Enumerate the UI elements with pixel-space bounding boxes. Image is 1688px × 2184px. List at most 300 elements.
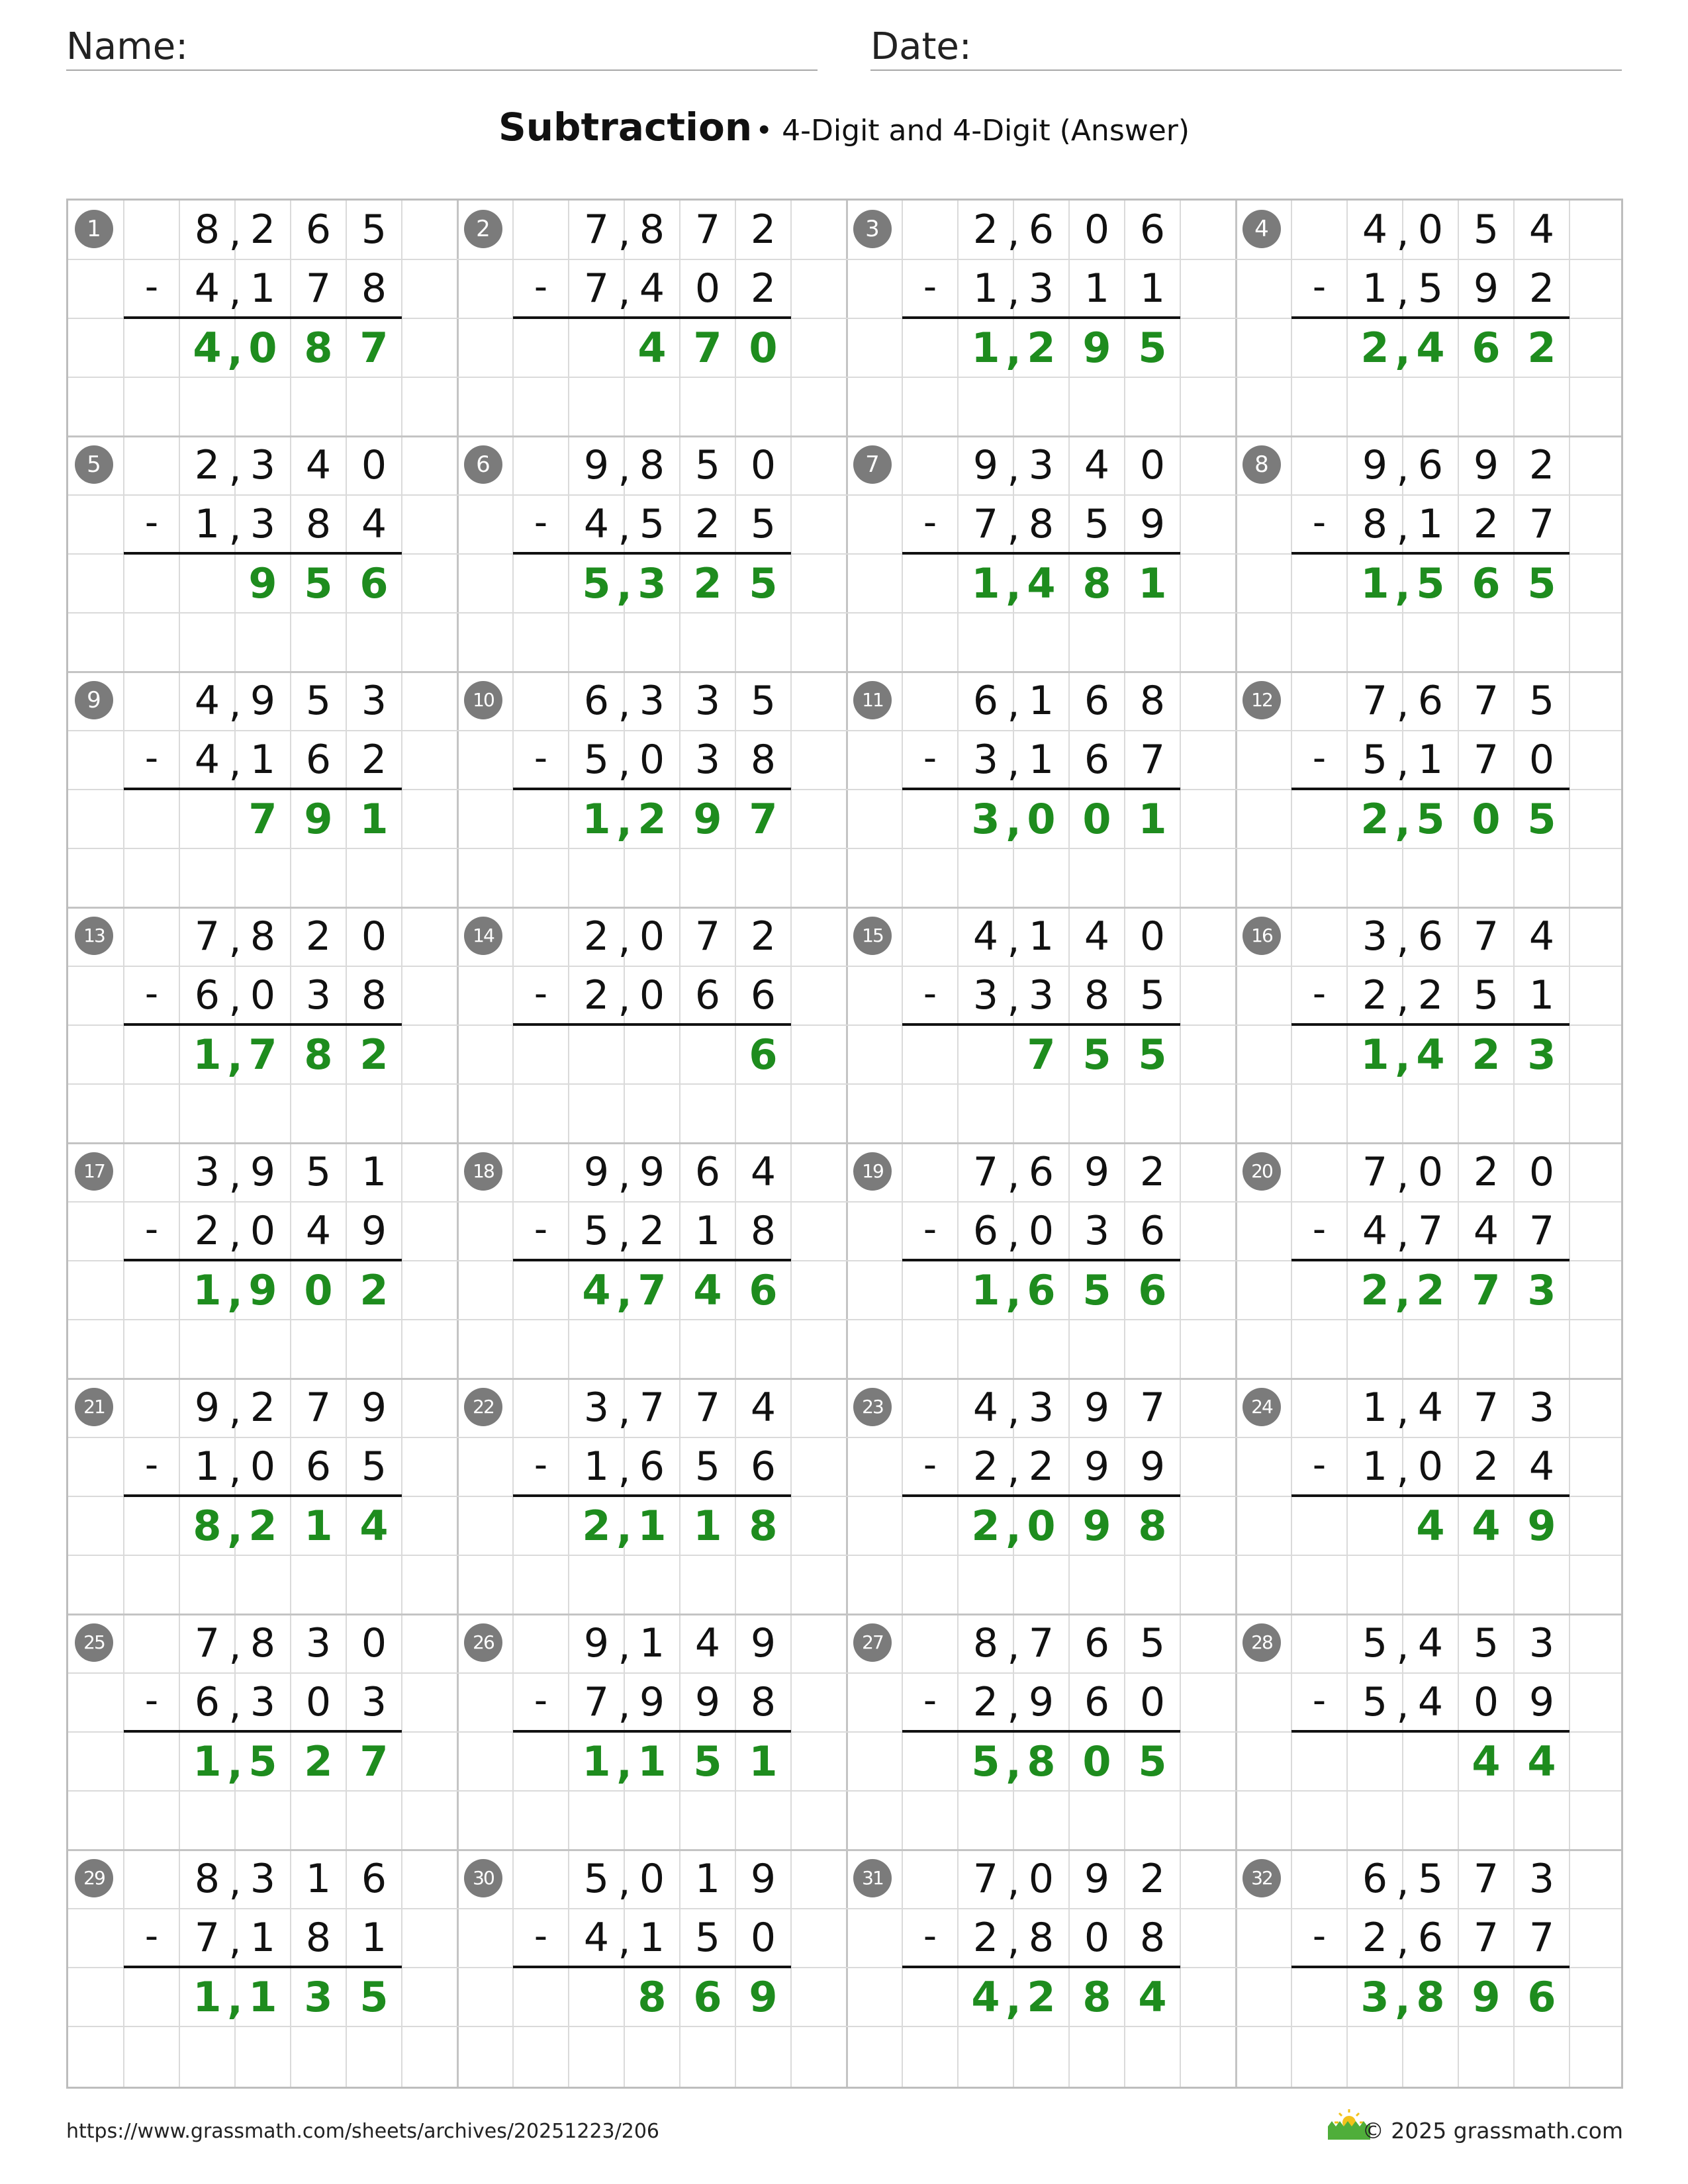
answer-digit: 1: [749, 1737, 778, 1786]
minuend-digit: 7: [694, 1385, 721, 1431]
problem-6: [457, 436, 847, 672]
subtrahend-digit: 0: [305, 1679, 332, 1725]
minuend-digit: 2: [1139, 1856, 1166, 1902]
minuend-comma: ,: [1007, 1387, 1020, 1433]
minuend-digit: 8: [1139, 678, 1166, 724]
answer-digit: 1: [971, 559, 1000, 608]
minuend-comma: ,: [1007, 445, 1020, 491]
answer-digit: 9: [304, 795, 333, 843]
subtrahend-digit: 1: [1417, 501, 1444, 547]
minuend-digit: 6: [1139, 206, 1166, 253]
subtrahend-digit: 5: [583, 1208, 610, 1254]
name-label: Name:: [66, 25, 189, 68]
title-subtitle: • 4-Digit and 4-Digit (Answer): [755, 114, 1190, 148]
answer-digit: 4: [971, 1973, 1000, 2021]
answer-rule: [513, 316, 791, 319]
minuend-comma: ,: [1396, 1623, 1409, 1669]
answer-digit: 1: [693, 1502, 722, 1550]
answer-digit: 7: [749, 795, 778, 843]
subtrahend-comma: ,: [228, 1682, 242, 1728]
subtrahend-comma: ,: [1007, 504, 1020, 550]
answer-digit: 8: [1082, 559, 1111, 608]
answer-comma: ,: [616, 1268, 632, 1316]
minuend-digit: 7: [972, 1856, 999, 1902]
subtrahend-digit: 5: [694, 1915, 721, 1961]
subtrahend-digit: 7: [1473, 737, 1499, 783]
minuend-digit: 8: [639, 206, 665, 253]
answer-digit: 6: [693, 1973, 722, 2021]
subtrahend-digit: 5: [1139, 972, 1166, 1019]
minuend-comma: ,: [1007, 916, 1020, 962]
answer-digit: 7: [1027, 1030, 1056, 1079]
answer-row: [1236, 1496, 1625, 1555]
problem-26: [457, 1614, 847, 1850]
minuend-row: [68, 1614, 457, 1673]
answer-rule: [902, 1494, 1180, 1497]
minuend-digit: 7: [972, 1149, 999, 1195]
problem-27: [847, 1614, 1236, 1850]
answer-comma: ,: [1395, 797, 1411, 845]
minuend-digit: 8: [194, 206, 220, 253]
answer-digit: 4: [1527, 1737, 1556, 1786]
subtrahend-digit: 6: [1417, 1915, 1444, 1961]
minus-sign: -: [923, 737, 937, 780]
minuend-digit: 6: [694, 1149, 721, 1195]
minuend-digit: 9: [1084, 1385, 1110, 1431]
subtrahend-digit: 5: [1473, 972, 1499, 1019]
minuend-digit: 5: [305, 678, 332, 724]
problem-18: [457, 1143, 847, 1379]
subtrahend-comma: ,: [228, 504, 242, 550]
problem-number-badge: 16: [1243, 917, 1281, 955]
minuend-digit: 3: [1528, 1856, 1555, 1902]
minus-sign: -: [1312, 1915, 1327, 1958]
minuend-digit: 4: [1417, 1620, 1444, 1666]
minuend-digit: 0: [361, 1620, 387, 1666]
answer-digit: 1: [582, 795, 611, 843]
answer-row: [68, 790, 457, 848]
subtrahend-row: [68, 259, 457, 318]
problem-23: [847, 1379, 1236, 1614]
answer-digit: 9: [1527, 1502, 1556, 1550]
subtrahend-digit: 6: [194, 1679, 220, 1725]
answer-digit: 0: [1082, 795, 1111, 843]
minuend-row: [68, 201, 457, 259]
answer-row: [847, 1025, 1236, 1084]
answer-digit: 8: [304, 324, 333, 372]
minuend-digit: 5: [694, 442, 721, 488]
minuend-row: [1236, 1850, 1625, 1909]
date-label: Date:: [870, 25, 972, 68]
subtrahend-comma: ,: [618, 975, 631, 1021]
subtrahend-row: [1236, 1673, 1625, 1732]
minus-sign: -: [144, 1208, 159, 1251]
answer-digit: 5: [248, 1737, 277, 1786]
subtrahend-digit: 4: [1417, 1679, 1444, 1725]
answer-digit: 9: [693, 795, 722, 843]
answer-digit: 6: [749, 1266, 778, 1314]
subtrahend-digit: 1: [1362, 1443, 1388, 1490]
problem-number-badge: 32: [1243, 1859, 1281, 1897]
answer-comma: ,: [1006, 797, 1021, 845]
minuend-digit: 6: [583, 678, 610, 724]
subtrahend-digit: 3: [1028, 265, 1055, 312]
subtrahend-digit: 7: [972, 501, 999, 547]
subtrahend-digit: 2: [639, 1208, 665, 1254]
subtrahend-digit: 5: [639, 501, 665, 547]
answer-comma: ,: [1006, 326, 1021, 374]
minuend-digit: 9: [583, 1620, 610, 1666]
minuend-digit: 4: [750, 1149, 776, 1195]
minuend-comma: ,: [1396, 916, 1409, 962]
problem-number-badge: 20: [1243, 1152, 1281, 1191]
answer-digit: 1: [193, 1737, 222, 1786]
subtrahend-digit: 4: [194, 737, 220, 783]
minuend-digit: 8: [639, 442, 665, 488]
subtrahend-digit: 1: [1528, 972, 1555, 1019]
subtrahend-digit: 0: [1528, 737, 1555, 783]
subtrahend-digit: 2: [972, 1915, 999, 1961]
subtrahend-row: [68, 966, 457, 1025]
minuend-comma: ,: [1396, 445, 1409, 491]
subtrahend-row: [68, 1909, 457, 1968]
subtrahend-digit: 4: [1473, 1208, 1499, 1254]
minuend-row: [68, 1850, 457, 1909]
problem-number-badge: 1: [75, 210, 113, 248]
minuend-comma: ,: [1396, 1387, 1409, 1433]
minuend-digit: 7: [694, 913, 721, 960]
subtrahend-digit: 4: [194, 265, 220, 312]
problem-2: [457, 201, 847, 436]
subtrahend-comma: ,: [1396, 504, 1409, 550]
minuend-digit: 6: [1417, 913, 1444, 960]
minuend-digit: 4: [1417, 1385, 1444, 1431]
minuend-digit: 9: [750, 1856, 776, 1902]
answer-comma: ,: [1395, 1032, 1411, 1081]
minuend-comma: ,: [1396, 1858, 1409, 1905]
minuend-digit: 2: [750, 206, 776, 253]
answer-digit: 4: [582, 1266, 611, 1314]
minuend-digit: 2: [750, 913, 776, 960]
name-field[interactable]: [66, 20, 818, 71]
minuend-digit: 7: [194, 1620, 220, 1666]
minuend-comma: ,: [618, 1858, 631, 1905]
subtrahend-comma: ,: [618, 1446, 631, 1492]
minuend-digit: 2: [305, 913, 332, 960]
minuend-comma: ,: [1007, 680, 1020, 727]
answer-row: [847, 1496, 1236, 1555]
subtrahend-digit: 1: [1139, 265, 1166, 312]
answer-rule: [1291, 1494, 1570, 1497]
subtrahend-digit: 6: [305, 737, 332, 783]
subtrahend-digit: 3: [1084, 1208, 1110, 1254]
answer-row: [457, 554, 847, 613]
minus-sign: -: [1312, 1443, 1327, 1486]
minuend-digit: 1: [361, 1149, 387, 1195]
minuend-digit: 9: [972, 442, 999, 488]
subtrahend-digit: 1: [250, 265, 276, 312]
answer-rule: [1291, 1966, 1570, 1968]
subtrahend-row: [457, 1673, 847, 1732]
subtrahend-comma: ,: [1396, 1682, 1409, 1728]
minuend-digit: 3: [250, 1856, 276, 1902]
problem-number-badge: 26: [464, 1623, 502, 1662]
subtrahend-digit: 3: [305, 972, 332, 1019]
answer-rule: [902, 788, 1180, 790]
answer-comma: ,: [1006, 1268, 1021, 1316]
problem-31: [847, 1850, 1236, 2085]
minuend-digit: 1: [1362, 1385, 1388, 1431]
answer-comma: ,: [227, 1975, 243, 2023]
subtrahend-digit: 0: [750, 1915, 776, 1961]
problem-number-badge: 9: [75, 681, 113, 719]
subtrahend-comma: ,: [228, 1210, 242, 1257]
answer-digit: 7: [359, 324, 389, 372]
answer-digit: 0: [304, 1266, 333, 1314]
subtrahend-digit: 8: [305, 1915, 332, 1961]
subtrahend-digit: 6: [1084, 737, 1110, 783]
minuend-digit: 9: [250, 1149, 276, 1195]
subtrahend-digit: 7: [1528, 501, 1555, 547]
minuend-row: [68, 1143, 457, 1202]
subtrahend-digit: 4: [583, 501, 610, 547]
subtrahend-comma: ,: [618, 739, 631, 786]
subtrahend-digit: 8: [1028, 1915, 1055, 1961]
answer-rule: [124, 1966, 402, 1968]
answer-digit: 8: [1027, 1737, 1056, 1786]
answer-digit: 5: [693, 1737, 722, 1786]
minuend-digit: 8: [250, 913, 276, 960]
minuend-row: [457, 1143, 847, 1202]
subtrahend-digit: 0: [639, 972, 665, 1019]
minus-sign: -: [534, 501, 548, 544]
minuend-digit: 4: [694, 1620, 721, 1666]
subtrahend-digit: 6: [194, 972, 220, 1019]
minuend-digit: 6: [1417, 442, 1444, 488]
subtrahend-digit: 1: [194, 1443, 220, 1490]
subtrahend-comma: ,: [1007, 975, 1020, 1021]
subtrahend-digit: 5: [361, 1443, 387, 1490]
subtrahend-digit: 5: [583, 737, 610, 783]
minuend-digit: 2: [972, 206, 999, 253]
answer-rule: [124, 1494, 402, 1497]
subtrahend-row: [68, 1437, 457, 1496]
minuend-digit: 6: [1084, 1620, 1110, 1666]
minus-sign: -: [144, 1915, 159, 1958]
minus-sign: -: [923, 501, 937, 544]
answer-digit: 1: [1138, 795, 1167, 843]
answer-digit: 1: [304, 1502, 333, 1550]
subtrahend-comma: ,: [1396, 1446, 1409, 1492]
answer-digit: 0: [1027, 1502, 1056, 1550]
minuend-digit: 7: [583, 206, 610, 253]
problem-9: [68, 672, 457, 907]
minuend-comma: ,: [228, 1152, 242, 1198]
subtrahend-digit: 6: [694, 972, 721, 1019]
minuend-row: [1236, 1143, 1625, 1202]
subtrahend-digit: 7: [1473, 1915, 1499, 1961]
answer-digit: 2: [1360, 795, 1389, 843]
answer-row: [457, 1025, 847, 1084]
minuend-digit: 7: [194, 913, 220, 960]
minus-sign: -: [534, 265, 548, 308]
answer-row: [847, 554, 1236, 613]
answer-row: [68, 1968, 457, 2026]
minuend-digit: 7: [1028, 1620, 1055, 1666]
minuend-row: [457, 436, 847, 495]
answer-comma: ,: [1395, 326, 1411, 374]
subtrahend-digit: 2: [694, 501, 721, 547]
answer-row: [68, 1496, 457, 1555]
subtrahend-digit: 2: [972, 1679, 999, 1725]
subtrahend-digit: 1: [1084, 265, 1110, 312]
minus-sign: -: [923, 1208, 937, 1251]
answer-digit: 4: [1472, 1502, 1501, 1550]
minuend-comma: ,: [228, 445, 242, 491]
answer-digit: 2: [1416, 1266, 1445, 1314]
minuend-row: [1236, 907, 1625, 966]
answer-row: [847, 790, 1236, 848]
subtrahend-comma: ,: [228, 1446, 242, 1492]
subtrahend-digit: 7: [1139, 737, 1166, 783]
minuend-digit: 0: [1084, 206, 1110, 253]
subtrahend-digit: 9: [1139, 1443, 1166, 1490]
minuend-digit: 7: [1473, 913, 1499, 960]
answer-digit: 8: [304, 1030, 333, 1079]
subtrahend-digit: 8: [361, 265, 387, 312]
minus-sign: -: [1312, 1679, 1327, 1722]
minuend-digit: 1: [694, 1856, 721, 1902]
subtrahend-comma: ,: [1007, 1682, 1020, 1728]
subtrahend-row: [68, 1673, 457, 1732]
problem-29: [68, 1850, 457, 2085]
subtrahend-comma: ,: [1007, 1446, 1020, 1492]
minuend-digit: 3: [694, 678, 721, 724]
minuend-digit: 5: [750, 678, 776, 724]
minuend-digit: 1: [1028, 913, 1055, 960]
answer-digit: 4: [1027, 559, 1056, 608]
problem-10: [457, 672, 847, 907]
answer-digit: 1: [582, 1737, 611, 1786]
minuend-comma: ,: [228, 1858, 242, 1905]
subtrahend-digit: 6: [1084, 1679, 1110, 1725]
minuend-digit: 2: [1139, 1149, 1166, 1195]
answer-rule: [902, 1259, 1180, 1261]
minuend-digit: 0: [750, 442, 776, 488]
answer-digit: 6: [1027, 1266, 1056, 1314]
problem-number-badge: 31: [853, 1859, 892, 1897]
subtrahend-digit: 1: [194, 501, 220, 547]
answer-digit: 2: [637, 795, 667, 843]
problem-32: [1236, 1850, 1625, 2085]
subtrahend-digit: 1: [250, 737, 276, 783]
answer-digit: 6: [1472, 324, 1501, 372]
answer-row: [457, 1261, 847, 1320]
minus-sign: -: [1312, 737, 1327, 780]
answer-digit: 8: [1416, 1973, 1445, 2021]
date-field[interactable]: [870, 20, 1622, 71]
answer-digit: 2: [1027, 324, 1056, 372]
subtrahend-digit: 0: [1473, 1679, 1499, 1725]
answer-comma: ,: [616, 561, 632, 610]
problem-number-badge: 12: [1243, 681, 1281, 719]
minuend-digit: 9: [194, 1385, 220, 1431]
answer-digit: 0: [1027, 795, 1056, 843]
answer-digit: 5: [1527, 795, 1556, 843]
answer-digit: 9: [1472, 1973, 1501, 2021]
minuend-row: [1236, 672, 1625, 731]
minuend-comma: ,: [228, 916, 242, 962]
answer-row: [1236, 790, 1625, 848]
minuend-row: [457, 672, 847, 731]
problem-number-badge: 21: [75, 1388, 113, 1426]
answer-comma: ,: [1006, 561, 1021, 610]
problem-number-badge: 14: [464, 917, 502, 955]
subtrahend-digit: 4: [305, 1208, 332, 1254]
subtrahend-digit: 9: [1473, 265, 1499, 312]
answer-digit: 1: [193, 1266, 222, 1314]
answer-row: [1236, 1732, 1625, 1791]
answer-digit: 2: [304, 1737, 333, 1786]
subtrahend-digit: 1: [361, 1915, 387, 1961]
subtrahend-row: [1236, 1202, 1625, 1261]
minuend-digit: 0: [1139, 913, 1166, 960]
subtrahend-digit: 4: [361, 501, 387, 547]
answer-digit: 1: [637, 1737, 667, 1786]
minus-sign: -: [1312, 1208, 1327, 1251]
subtrahend-row: [1236, 495, 1625, 554]
answer-digit: 3: [637, 559, 667, 608]
answer-row: [1236, 1261, 1625, 1320]
minuend-digit: 9: [639, 1149, 665, 1195]
answer-digit: 1: [193, 1030, 222, 1079]
subtrahend-digit: 6: [972, 1208, 999, 1254]
subtrahend-digit: 4: [1528, 1443, 1555, 1490]
answer-comma: ,: [227, 1268, 243, 1316]
minuend-digit: 7: [1139, 1385, 1166, 1431]
problem-number-badge: 25: [75, 1623, 113, 1662]
answer-row: [457, 1732, 847, 1791]
minuend-digit: 2: [1473, 1149, 1499, 1195]
subtrahend-row: [457, 966, 847, 1025]
minuend-digit: 0: [1528, 1149, 1555, 1195]
subtrahend-digit: 1: [639, 1915, 665, 1961]
minuend-digit: 6: [1417, 678, 1444, 724]
minuend-row: [68, 907, 457, 966]
subtrahend-digit: 1: [1417, 737, 1444, 783]
minuend-digit: 7: [1473, 678, 1499, 724]
subtrahend-digit: 3: [250, 1679, 276, 1725]
minuend-digit: 7: [1473, 1385, 1499, 1431]
minuend-row: [847, 907, 1236, 966]
subtrahend-digit: 4: [583, 1915, 610, 1961]
subtrahend-digit: 0: [1084, 1915, 1110, 1961]
answer-digit: 1: [1138, 559, 1167, 608]
subtrahend-digit: 0: [250, 972, 276, 1019]
answer-digit: 4: [637, 324, 667, 372]
subtrahend-digit: 1: [583, 1443, 610, 1490]
answer-comma: ,: [227, 326, 243, 374]
subtrahend-row: [1236, 1437, 1625, 1496]
footer-url: https://www.grassmath.com/sheets/archives/20251223/206: [66, 2120, 660, 2143]
minuend-row: [457, 1850, 847, 1909]
subtrahend-digit: 5: [1084, 501, 1110, 547]
minus-sign: -: [144, 265, 159, 308]
subtrahend-row: [457, 1437, 847, 1496]
subtrahend-digit: 2: [972, 1443, 999, 1490]
answer-digit: 2: [971, 1502, 1000, 1550]
answer-digit: 4: [193, 324, 222, 372]
